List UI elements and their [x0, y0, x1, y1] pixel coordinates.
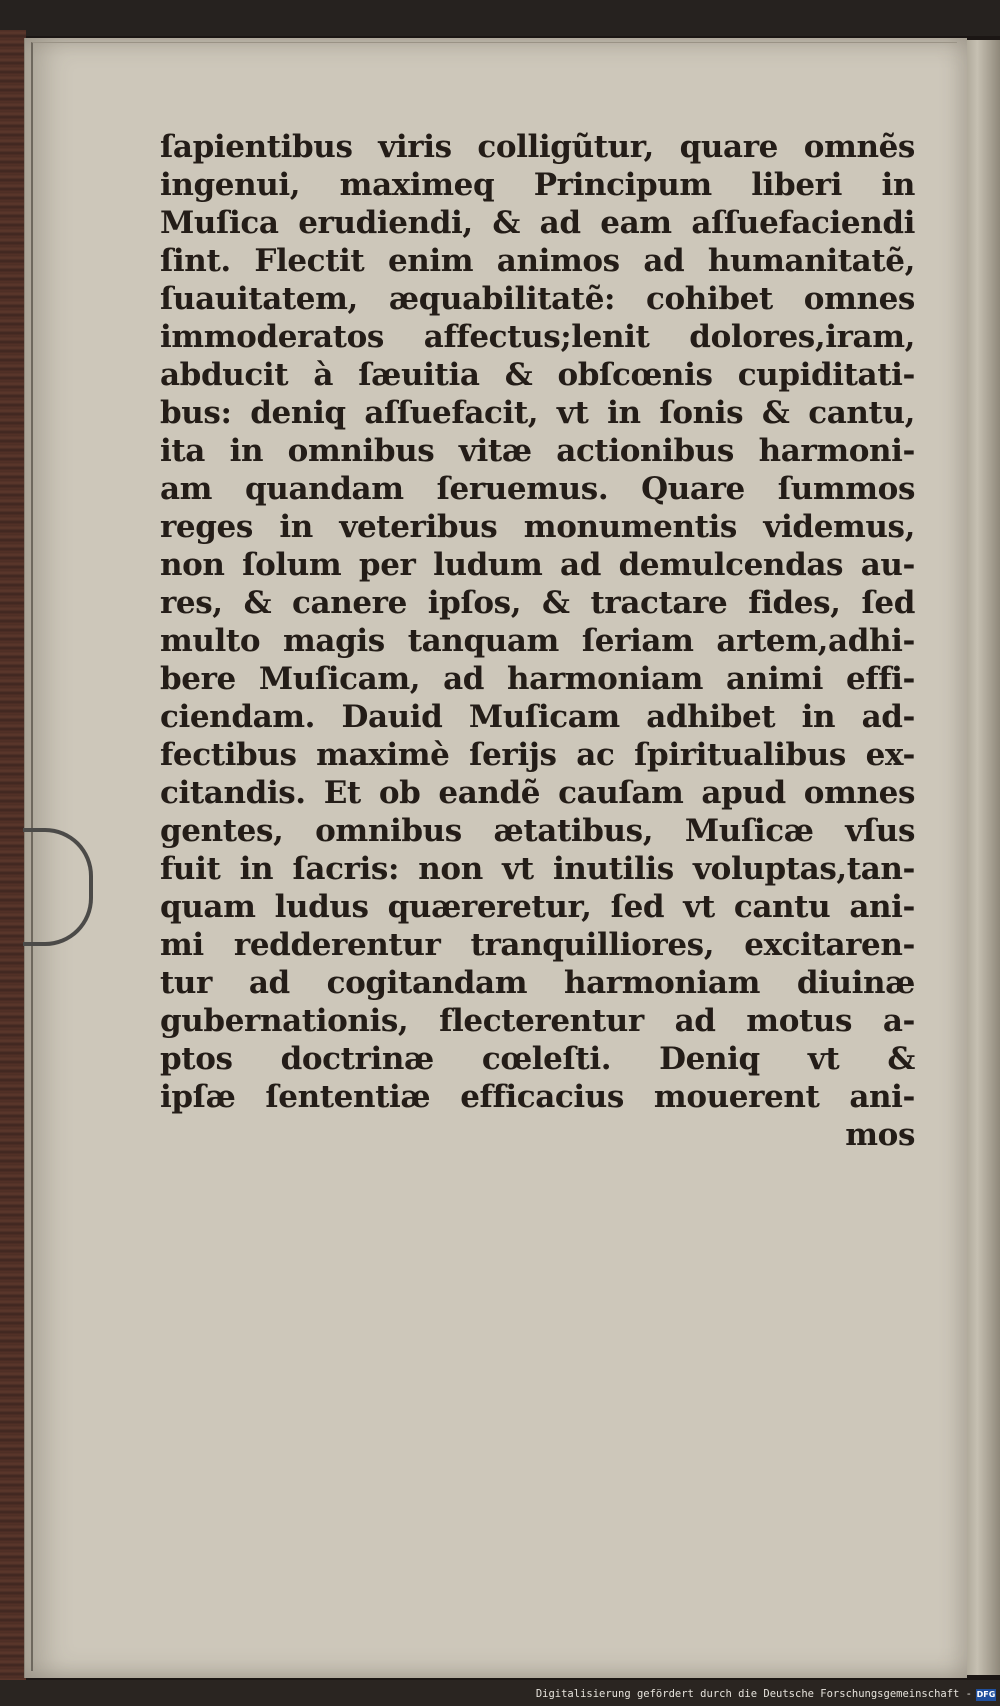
text-line: ſapientibus viris colligũtur, quare omnẽs [160, 129, 915, 165]
text-line: bus: deniq̧ aſſuefacit, vt in ſonis & cantu, [160, 395, 915, 431]
text-line: ipſæ ſententiæ efficacius mouerent ani- [160, 1079, 915, 1115]
catchword: mos [845, 1117, 915, 1153]
text-line: bere Muſicam, ad harmoniam animi effi- [160, 661, 915, 697]
text-line: Muſica erudiendi, & ad eam aſſuefaciendi [160, 205, 915, 241]
text-line: tur ad cogitandam harmoniam diuinæ [160, 965, 915, 1001]
funding-credit: Digitalisierung gefördert durch die Deutsche Forschungsgemeinschaft - [535, 1688, 972, 1700]
text-line: quam ludus quæreretur, ſed vt cantu ani- [160, 889, 915, 925]
text-line: ita in omnibus vitæ actionibus harmoni- [160, 433, 915, 469]
text-line: gentes, omnibus ætatibus, Muſicæ vſus [160, 813, 915, 849]
dfg-logo-icon: DFG [976, 1690, 996, 1699]
digitization-footer [0, 1686, 1000, 1704]
text-line: multo magis tanquam ſeriam artem,adhi- [160, 623, 915, 659]
text-line: mi redderentur tranquilliores, excitaren- [160, 927, 915, 963]
text-line: fectibus maximè ſerijs ac ſpiritualibus ex- [160, 737, 915, 773]
text-line: immoderatos affectus;lenit dolores,iram, [160, 319, 915, 355]
text-line: ſuauitatem, æquabilitatẽ: cohibet omnes [160, 281, 915, 317]
page-text [160, 128, 915, 1154]
scan-top-border [0, 0, 1000, 36]
text-line: res, & canere ipſos, & tractare fides, ſed [160, 585, 915, 621]
text-line: ptos doctrinæ cœleſti. Deniq̧ vt & [160, 1041, 915, 1077]
page-edges-right [962, 40, 1000, 1675]
text-line: reges in veteribus monumentis videmus, [160, 509, 915, 545]
text-line: fuit in ſacris: non vt inutilis voluptas,tan- [160, 851, 915, 887]
text-line: citandis. Et ob eandẽ cauſam apud omnes [160, 775, 915, 811]
text-line: ingenui, maximeq̧ Principum liberi in [160, 167, 915, 203]
text-line: abducit à ſæuitia & obſcœnis cupiditati- [160, 357, 915, 393]
text-line: ciendam. Dauid Muſicam adhibet in ad- [160, 699, 915, 735]
text-line: am quandam ſeruemus. Quare ſummos [160, 471, 915, 507]
text-line: non ſolum per ludum ad demulcendas au- [160, 547, 915, 583]
text-line: gubernationis, flecterentur ad motus a- [160, 1003, 915, 1039]
text-line: ſint. Flectit enim animos ad humanitatẽ, [160, 243, 915, 279]
